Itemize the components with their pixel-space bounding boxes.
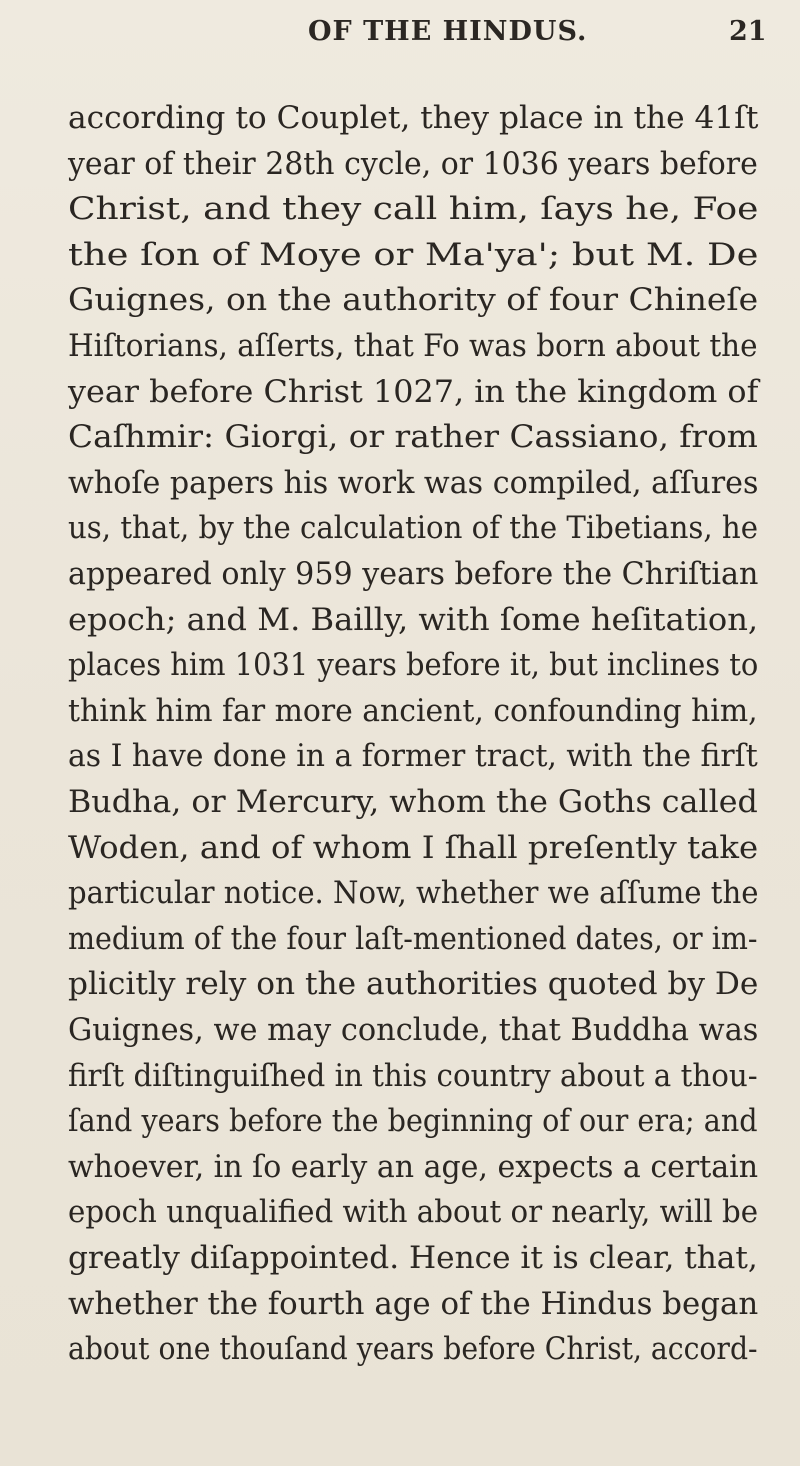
text-line: Christ, and they call him, ſays he, Foe: [68, 191, 759, 228]
text-line: Hiſtorians, aſſerts, that Fo was born about the: [68, 328, 758, 364]
text-line: the ſon of Moye or Ma'ya'; but M. De: [68, 236, 759, 273]
text-line: medium of the four laſt-mentioned dates, or im-: [68, 920, 758, 957]
text-line: whoſe papers his work was compiled, aſſures: [68, 464, 759, 501]
text-line: appeared only 959 years before the Chriſtian: [68, 556, 759, 592]
text-line: epoch; and M. Bailly, with ſome heſitation,: [68, 601, 759, 638]
text-line: firſt diſtinguiſhed in this country about a thou-: [68, 1057, 758, 1094]
text-line: whoever, in ſo early an age, expects a certain: [68, 1148, 759, 1185]
body-text: [0, 80, 800, 1466]
text-line: year before Christ 1027, in the kingdom of: [68, 373, 759, 410]
running-title: OF THE HINDUS.: [308, 16, 588, 47]
text-line: Guignes, on the authority of four Chineſe: [68, 282, 759, 319]
running-head: [0, 8, 800, 68]
text-line: ſand years before the beginning of our era; and: [68, 1103, 758, 1140]
text-line: Caſhmir: Giorgi, or rather Cassiano, from: [68, 419, 758, 456]
text-line: think him far more ancient, confounding him,: [68, 692, 758, 729]
text-line: us, that, by the calculation of the Tibetians, he: [68, 510, 758, 547]
text-line: whether the fourth age of the Hindus began: [68, 1285, 759, 1322]
text-line: as I have done in a former tract, with the firſt: [68, 738, 758, 775]
text-line: places him 1031 years before it, but inclines to: [68, 647, 759, 684]
text-line: Guignes, we may conclude, that Buddha was: [68, 1012, 759, 1048]
text-line: plicitly rely on the authorities quoted by De: [68, 966, 759, 1003]
text-line: about one thouſand years before Christ, accord-: [68, 1331, 758, 1368]
text-line: greatly diſappointed. Hence it is clear, that,: [68, 1240, 758, 1276]
text-line: Woden, and of whom I ſhall preſently take: [68, 829, 759, 866]
text-line: according to Couplet, they place in the 41ſt: [68, 100, 759, 136]
text-line: year of their 28th cycle, or 1036 years before: [68, 145, 758, 182]
text-line: epoch unqualified with about or nearly, will be: [68, 1194, 759, 1231]
text-line: particular notice. Now, whether we aſſume the: [68, 875, 759, 912]
page-number: 21: [729, 16, 767, 47]
text-line: Budha, or Mercury, whom the Goths called: [68, 784, 758, 820]
